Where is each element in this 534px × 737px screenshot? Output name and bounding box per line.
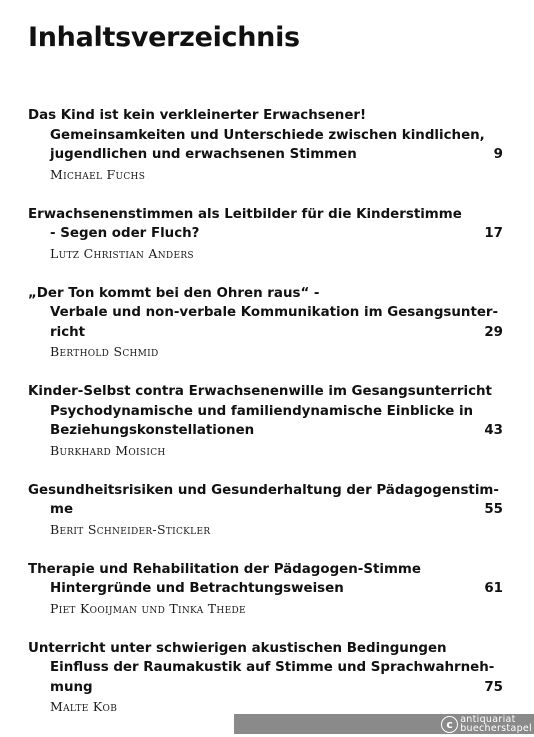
entry-page-number: 43 [484,423,503,438]
entry-page-number: 75 [484,679,503,695]
entry-title-line: Kinder-Selbst contra Erwachsenenwille im Gesangsunterricht [28,384,492,399]
entry-author: Malte Kob [50,699,118,714]
entry-page-number: 29 [484,324,503,340]
entry-subtitle-line: Beziehungskonstellationen [50,423,255,438]
toc-entry [28,639,503,717]
entry-title-line: Unterricht unter schwierigen akustischen Bedingungen [28,640,447,656]
entry-author: Berthold Schmid [50,344,159,359]
entry-subtitle-line: Verbale und non-verbale Kommunikation im Gesangsunter- [50,305,499,320]
watermark-line2: buecherstapel [460,723,532,734]
entry-page-number: 17 [484,226,503,241]
entry-subtitle-line: Einfluss der Raumakustik auf Stimme und Sprachwahrneh- [50,660,495,675]
entry-subtitle-line: me [50,502,74,517]
entry-author: Berit Schneider-Stickler [50,521,211,537]
watermark-line1: antiquariat [460,713,516,725]
toc-entry [28,205,503,264]
entry-title-line: Gesundheitsrisiken und Gesunderhaltung der Pädagogenstim- [28,482,499,498]
entry-subtitle-line: jugendlichen und erwachsenen Stimmen [50,147,357,162]
entry-subtitle-line: mung [50,679,93,695]
toc-entry [28,284,503,362]
entry-subtitle-line: - Segen oder Fluch? [50,226,200,241]
toc-entry [28,106,503,184]
entry-subtitle-line: Gemeinsamkeiten und Unterschiede zwischen kindlichen, [50,127,485,143]
entry-subtitle-line: Psychodynamische und familiendynamische Einblicke in [50,403,474,419]
entry-subtitle-line: richt [50,324,86,340]
copyright-icon: c [441,716,458,733]
entry-title-line: Erwachsenenstimmen als Leitbilder für die Kinderstimme [28,206,462,222]
entry-page-number: 9 [493,147,503,162]
entry-title-line: Therapie und Rehabilitation der Pädagogen-Stimme [28,561,421,577]
toc-entry [28,481,503,540]
toc-entry [28,382,503,460]
entry-author: Michael Fuchs [50,166,146,182]
page-title: Inhaltsverzeichnis [28,22,300,53]
table-of-contents [28,106,503,737]
entry-subtitle-line: Hintergründe und Betrachtungsweisen [50,581,344,596]
entry-page-number: 61 [484,581,503,596]
watermark-bar [234,714,534,734]
entry-author: Lutz Christian Anders [50,245,194,261]
entry-author: Piet Kooijman und Tinka Thede [50,600,246,616]
entry-page-number: 55 [484,502,503,517]
toc-entry [28,560,503,619]
entry-author: Burkhard Moisich [50,442,166,458]
watermark-logo [441,714,532,734]
entry-title-line: „Der Ton kommt bei den Ohren raus“ - [28,285,320,301]
entry-title-line: Das Kind ist kein verkleinerter Erwachsener! [28,108,367,123]
